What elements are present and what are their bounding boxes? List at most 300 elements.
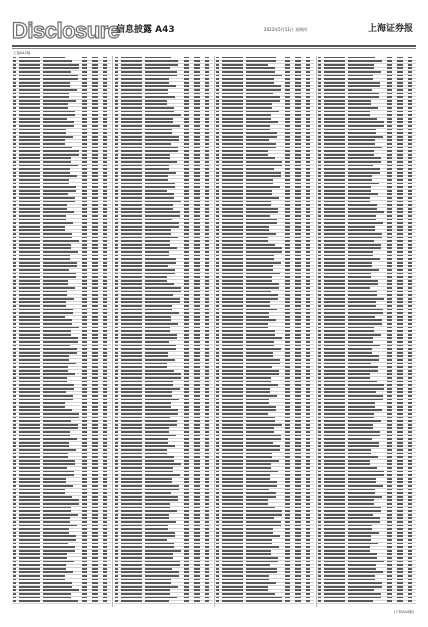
table-cell: [13, 579, 16, 581]
table-cell: [145, 561, 180, 563]
table-cell: [222, 514, 243, 516]
table-cell: [82, 244, 87, 246]
table-cell: [295, 391, 301, 393]
table-cell: [115, 319, 118, 321]
table-cell: [103, 305, 107, 307]
table-cell: [194, 67, 200, 69]
table-cell: [13, 85, 16, 87]
table-cell: [92, 291, 98, 293]
table-cell: [397, 139, 403, 141]
table-cell: [92, 215, 98, 217]
table-cell: [115, 93, 118, 95]
table-cell: [184, 129, 189, 131]
table-cell: [145, 319, 171, 321]
table-cell: [397, 291, 403, 293]
table-cell: [194, 586, 200, 588]
table-cell: [318, 179, 321, 181]
table-cell: [216, 208, 219, 210]
table-cell: [408, 355, 412, 357]
table-cell: [121, 593, 142, 595]
table-cell: [306, 111, 310, 113]
table-cell: [19, 89, 40, 91]
table-cell: [216, 525, 219, 527]
table-cell: [216, 485, 219, 487]
table-cell: [205, 168, 209, 170]
table-cell: [103, 197, 107, 199]
table-cell: [19, 316, 40, 318]
table-cell: [103, 280, 107, 282]
table-cell: [246, 492, 276, 494]
table-cell: [82, 139, 87, 141]
table-cell: [103, 316, 107, 318]
table-cell: [216, 474, 219, 476]
table-cell: [115, 359, 118, 361]
table-cell: [324, 121, 345, 123]
table-cell: [115, 309, 118, 311]
table-cell: [43, 114, 75, 116]
table-cell: [348, 262, 372, 264]
table-cell: [324, 600, 345, 602]
table-cell: [184, 111, 189, 113]
table-cell: [397, 255, 403, 257]
table-cell: [184, 93, 189, 95]
table-cell: [19, 445, 40, 447]
table-cell: [115, 420, 118, 422]
table-cell: [285, 147, 290, 149]
table-cell: [184, 431, 189, 433]
table-cell: [285, 593, 290, 595]
table-cell: [103, 118, 107, 120]
table-cell: [145, 237, 178, 239]
table-cell: [246, 255, 274, 257]
table-cell: [295, 532, 301, 534]
table-cell: [184, 89, 189, 91]
table-cell: [216, 589, 219, 591]
table-cell: [13, 255, 16, 257]
table-cell: [306, 114, 310, 116]
table-cell: [205, 561, 209, 563]
table-cell: [43, 467, 67, 469]
table-cell: [115, 571, 118, 573]
table-cell: [387, 179, 392, 181]
table-cell: [82, 150, 87, 152]
table-cell: [121, 139, 142, 141]
table-cell: [145, 294, 173, 296]
table-cell: [295, 510, 301, 512]
table-cell: [43, 327, 79, 329]
table-cell: [92, 222, 98, 224]
table-cell: [295, 431, 301, 433]
table-cell: [184, 600, 189, 602]
table-cell: [145, 528, 168, 530]
table-cell: [324, 355, 345, 357]
table-cell: [43, 557, 67, 559]
table-cell: [387, 600, 392, 602]
table-cell: [408, 499, 412, 501]
table-cell: [194, 269, 200, 271]
table-cell: [92, 93, 98, 95]
table-cell: [222, 85, 243, 87]
table-cell: [387, 121, 392, 123]
table-cell: [246, 67, 275, 69]
table-cell: [246, 161, 282, 163]
table-cell: [397, 568, 403, 570]
table-cell: [145, 388, 180, 390]
table-cell: [306, 568, 310, 570]
table-cell: [13, 67, 16, 69]
table-cell: [397, 586, 403, 588]
table-cell: [397, 564, 403, 566]
table-cell: [408, 71, 412, 73]
table-cell: [387, 165, 392, 167]
table-cell: [82, 71, 87, 73]
table-cell: [216, 262, 219, 264]
table-cell: [387, 316, 392, 318]
table-cell: [246, 388, 270, 390]
table-cell: [115, 186, 118, 188]
table-cell: [348, 579, 375, 581]
table-cell: [13, 568, 16, 570]
table-cell: [306, 251, 310, 253]
table-cell: [13, 586, 16, 588]
table-cell: [194, 352, 200, 354]
table-cell: [387, 237, 392, 239]
table-cell: [246, 355, 273, 357]
table-cell: [324, 503, 345, 505]
table-cell: [103, 406, 107, 408]
table-cell: [295, 269, 301, 271]
table-cell: [387, 67, 392, 69]
table-cell: [205, 139, 209, 141]
table-cell: [295, 579, 301, 581]
table-cell: [408, 186, 412, 188]
table-cell: [408, 107, 412, 109]
table-cell: [408, 309, 412, 311]
table-cell: [318, 219, 321, 221]
table-cell: [246, 316, 269, 318]
table-cell: [103, 125, 107, 127]
table-cell: [13, 456, 16, 458]
table-cell: [348, 388, 384, 390]
table-cell: [103, 273, 107, 275]
table-cell: [205, 262, 209, 264]
table-cell: [19, 175, 40, 177]
table-cell: [348, 244, 381, 246]
table-cell: [103, 557, 107, 559]
table-cell: [348, 330, 374, 332]
table-cell: [216, 255, 219, 257]
table-cell: [184, 161, 189, 163]
table-cell: [306, 355, 310, 357]
table-cell: [295, 183, 301, 185]
table-cell: [13, 453, 16, 455]
table-cell: [92, 557, 98, 559]
table-cell: [285, 409, 290, 411]
table-cell: [246, 438, 281, 440]
table-cell: [285, 539, 290, 541]
table-cell: [285, 564, 290, 566]
table-cell: [145, 600, 169, 602]
table-cell: [408, 589, 412, 591]
table-cell: [13, 175, 16, 177]
table-cell: [205, 247, 209, 249]
table-cell: [92, 139, 98, 141]
table-cell: [82, 129, 87, 131]
table-cell: [145, 499, 178, 501]
table-cell: [306, 600, 310, 602]
table-cell: [222, 337, 243, 339]
table-cell: [318, 114, 321, 116]
table-cell: [285, 280, 290, 282]
table-cell: [103, 183, 107, 185]
table-cell: [222, 197, 243, 199]
table-cell: [295, 316, 301, 318]
table-cell: [115, 222, 118, 224]
table-cell: [324, 143, 345, 145]
table-cell: [295, 273, 301, 275]
table-cell: [121, 309, 142, 311]
table-cell: [216, 366, 219, 368]
table-cell: [184, 485, 189, 487]
table-cell: [246, 539, 272, 541]
table-cell: [13, 503, 16, 505]
table-cell: [115, 233, 118, 235]
table-cell: [246, 208, 278, 210]
table-cell: [348, 283, 378, 285]
table-cell: [397, 103, 403, 105]
table-cell: [387, 71, 392, 73]
table-cell: [285, 190, 290, 192]
table-cell: [348, 208, 377, 210]
table-cell: [205, 395, 209, 397]
table-cell: [103, 165, 107, 167]
table-cell: [19, 147, 40, 149]
table-cell: [222, 190, 243, 192]
table-cell: [318, 168, 321, 170]
table-cell: [194, 481, 200, 483]
table-cell: [13, 287, 16, 289]
table-cell: [216, 337, 219, 339]
table-cell: [205, 222, 209, 224]
table-cell: [184, 71, 189, 73]
table-cell: [145, 384, 173, 386]
table-cell: [295, 373, 301, 375]
table-cell: [82, 366, 87, 368]
table-cell: [408, 460, 412, 462]
table-cell: [194, 553, 200, 555]
table-cell: [318, 82, 321, 84]
table-cell: [285, 391, 290, 393]
table-cell: [13, 402, 16, 404]
table-cell: [408, 528, 412, 530]
table-cell: [19, 240, 40, 242]
table-cell: [306, 118, 310, 120]
table-cell: [408, 114, 412, 116]
table-cell: [246, 445, 280, 447]
table-cell: [295, 265, 301, 267]
table-cell: [285, 467, 290, 469]
table-cell: [115, 316, 118, 318]
table-cell: [408, 78, 412, 80]
table-cell: [348, 399, 383, 401]
table-cell: [216, 391, 219, 393]
table-cell: [194, 193, 200, 195]
table-cell: [306, 492, 310, 494]
table-cell: [92, 301, 98, 303]
table-cell: [205, 474, 209, 476]
table-cell: [121, 265, 142, 267]
table-cell: [324, 197, 345, 199]
table-cell: [324, 323, 345, 325]
table-cell: [82, 269, 87, 271]
table-cell: [145, 417, 170, 419]
table-cell: [324, 247, 345, 249]
table-cell: [194, 190, 200, 192]
table-cell: [184, 593, 189, 595]
table-cell: [103, 388, 107, 390]
table-cell: [306, 485, 310, 487]
table-cell: [318, 64, 321, 66]
table-cell: [194, 82, 200, 84]
table-cell: [205, 445, 209, 447]
table-cell: [387, 388, 392, 390]
table-cell: [43, 276, 76, 278]
table-cell: [246, 417, 275, 419]
table-cell: [295, 255, 301, 257]
table-cell: [103, 373, 107, 375]
table-cell: [103, 413, 107, 415]
table-cell: [246, 525, 281, 527]
table-cell: [222, 355, 243, 357]
table-cell: [285, 337, 290, 339]
table-cell: [145, 597, 177, 599]
table-cell: [82, 107, 87, 109]
table-cell: [397, 93, 403, 95]
table-cell: [82, 507, 87, 509]
table-cell: [285, 561, 290, 563]
table-cell: [43, 175, 77, 177]
table-cell: [295, 406, 301, 408]
table-cell: [324, 557, 345, 559]
table-cell: [295, 111, 301, 113]
table-cell: [19, 193, 40, 195]
table-cell: [115, 463, 118, 465]
table-cell: [246, 467, 271, 469]
table-cell: [194, 157, 200, 159]
table-cell: [306, 553, 310, 555]
table-cell: [43, 186, 76, 188]
table-cell: [324, 118, 345, 120]
table-cell: [306, 193, 310, 195]
table-cell: [82, 154, 87, 156]
table-cell: [43, 305, 66, 307]
table-cell: [145, 582, 171, 584]
table-cell: [194, 312, 200, 314]
table-cell: [19, 85, 40, 87]
table-cell: [19, 449, 40, 451]
table-cell: [121, 330, 142, 332]
table-cell: [397, 503, 403, 505]
table-cell: [82, 103, 87, 105]
table-cell: [348, 154, 374, 156]
table-cell: [92, 219, 98, 221]
table-cell: [222, 82, 243, 84]
table-cell: [348, 453, 371, 455]
table-cell: [285, 507, 290, 509]
table-cell: [115, 366, 118, 368]
table-cell: [348, 85, 380, 87]
table-cell: [184, 226, 189, 228]
table-cell: [92, 503, 98, 505]
table-cell: [184, 143, 189, 145]
table-cell: [348, 525, 372, 527]
table-cell: [194, 226, 200, 228]
table-cell: [205, 467, 209, 469]
table-cell: [205, 147, 209, 149]
table-cell: [348, 139, 375, 141]
table-cell: [205, 348, 209, 350]
table-cell: [408, 57, 412, 59]
table-cell: [145, 359, 175, 361]
table-cell: [387, 186, 392, 188]
table-cell: [387, 139, 392, 141]
table-cell: [306, 413, 310, 415]
table-cell: [121, 240, 142, 242]
table-cell: [145, 485, 179, 487]
table-cell: [13, 406, 16, 408]
table-cell: [19, 557, 40, 559]
table-cell: [387, 161, 392, 163]
table-cell: [397, 161, 403, 163]
table-cell: [285, 233, 290, 235]
table-cell: [13, 143, 16, 145]
table-cell: [121, 352, 142, 354]
table-cell: [115, 125, 118, 127]
table-cell: [397, 413, 403, 415]
table-cell: [103, 229, 107, 231]
table-cell: [216, 496, 219, 498]
table-cell: [92, 582, 98, 584]
table-cell: [19, 305, 40, 307]
table-cell: [295, 438, 301, 440]
table-cell: [387, 539, 392, 541]
table-cell: [408, 420, 412, 422]
table-cell: [306, 402, 310, 404]
table-cell: [387, 154, 392, 156]
table-cell: [82, 499, 87, 501]
table-cell: [13, 489, 16, 491]
table-cell: [13, 244, 16, 246]
table-cell: [121, 132, 142, 134]
table-cell: [82, 427, 87, 429]
table-cell: [285, 499, 290, 501]
table-cell: [184, 125, 189, 127]
table-cell: [145, 373, 181, 375]
table-cell: [121, 186, 142, 188]
table-cell: [216, 201, 219, 203]
table-cell: [13, 571, 16, 573]
table-cell: [387, 345, 392, 347]
table-cell: [194, 525, 200, 527]
table-cell: [103, 323, 107, 325]
table-cell: [246, 309, 277, 311]
table-cell: [295, 132, 301, 134]
table-cell: [324, 348, 345, 350]
table-cell: [348, 100, 371, 102]
table-cell: [194, 276, 200, 278]
table-cell: [43, 233, 72, 235]
table-cell: [92, 435, 98, 437]
